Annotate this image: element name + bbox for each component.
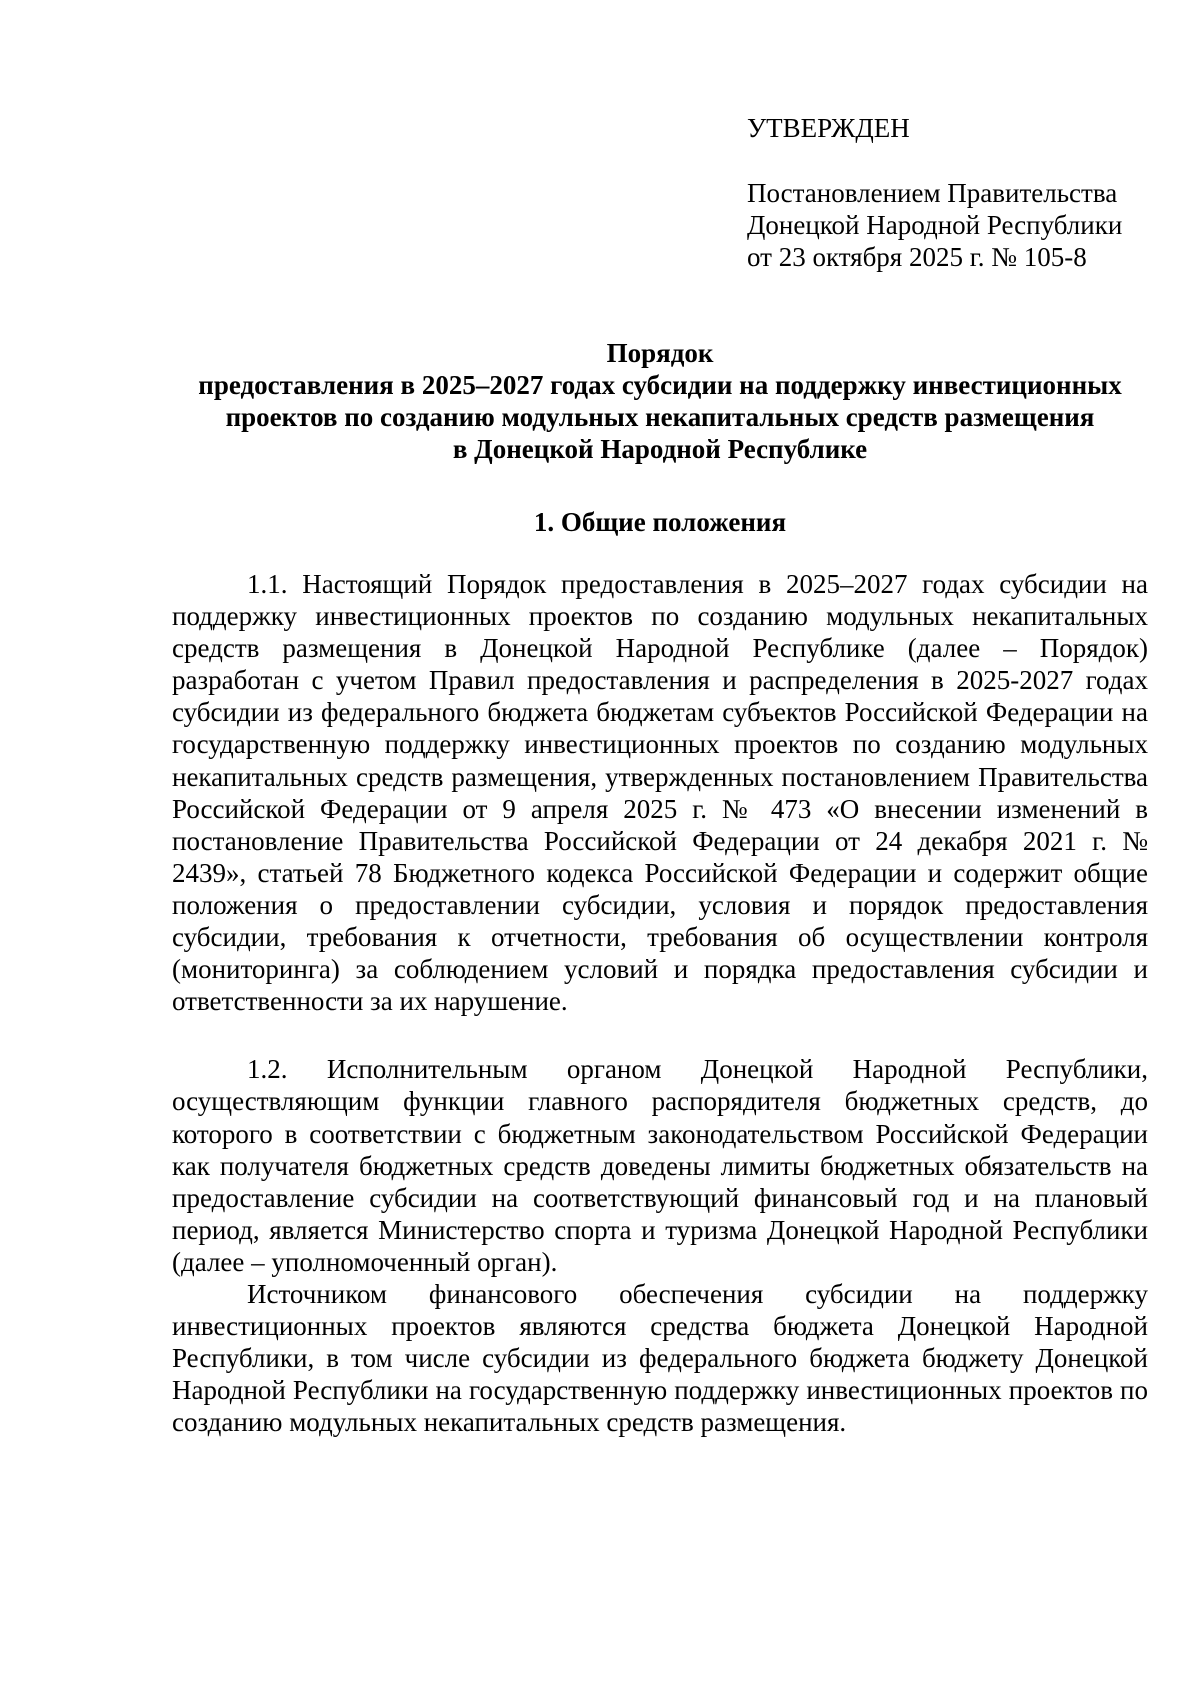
title-line: предоставления в 2025–2027 годах субсидии на поддержку инвестиционных xyxy=(198,370,1122,400)
title-line: Порядок xyxy=(606,338,714,368)
paragraph-1-2: 1.2. Исполнительным органом Донецкой Народной Республики, осуществляющим функции главного распорядителя бюджетных средств, до которого в соответствии с бюджетным законодательством Российской Федерации как получателя бюджетных средств доведены лимиты бюджетных обязательств на предоставление субсидии на соответствующий финансовый год и на плановый период, является Министерство спорта и туризма Донецкой Народной Республики (далее – уполномоченный орган). xyxy=(172,1054,1148,1277)
decree-line: от 23 октября 2025 г. № 105-8 xyxy=(747,242,1087,272)
section-heading: 1. Общие положения xyxy=(533,507,787,537)
document-title xyxy=(172,337,1148,465)
decree-line: Донецкой Народной Республики xyxy=(747,210,1123,240)
decree-reference xyxy=(747,177,1167,273)
section-body xyxy=(172,568,1148,1438)
title-line: в Донецкой Народной Республике xyxy=(452,434,868,464)
approval-stamp xyxy=(747,112,1167,273)
title-line: проектов по созданию модульных некапитальных средств размещения xyxy=(225,402,1095,432)
approved-label: УТВЕРЖДЕН xyxy=(747,113,910,143)
decree-line: Постановлением Правительства xyxy=(747,178,1118,208)
paragraph-1-1: 1.1. Настоящий Порядок предоставления в 2025–2027 годах субсидии на поддержку инвестиционных проектов по созданию модульных некапитальных средств размещения в Донецкой Народной Республике (далее – Порядок) разработан с учетом Правил предоставления и распределения в 2025-2027 годах субсидии из федерального бюджета бюджетам субъектов Российской Федерации на государственную поддержку инвестиционных проектов по созданию модульных некапитальных средств размещения, утвержденных постановлением Правительства Российской Федерации от 9 апреля 2025 г. № 473 «О внесении изменений в постановление Правительства Российской Федерации от 24 декабря 2021 г. № 2439», статьей 78 Бюджетного кодекса Российской Федерации и содержит общие положения о предоставлении субсидии, условия и порядок предоставления субсидии, требования к отчетности, требования об осуществлении контроля (мониторинга) за соблюдением условий и порядка предоставления субсидии и ответственности за их нарушение. xyxy=(172,569,1148,1017)
paragraph-funding-source: Источником финансового обеспечения субсидии на поддержку инвестиционных проектов являются средства бюджета Донецкой Народной Республики, в том числе субсидии из федерального бюджета бюджету Донецкой Народной Республики на государственную поддержку инвестиционных проектов по созданию модульных некапитальных средств размещения. xyxy=(172,1278,1148,1438)
